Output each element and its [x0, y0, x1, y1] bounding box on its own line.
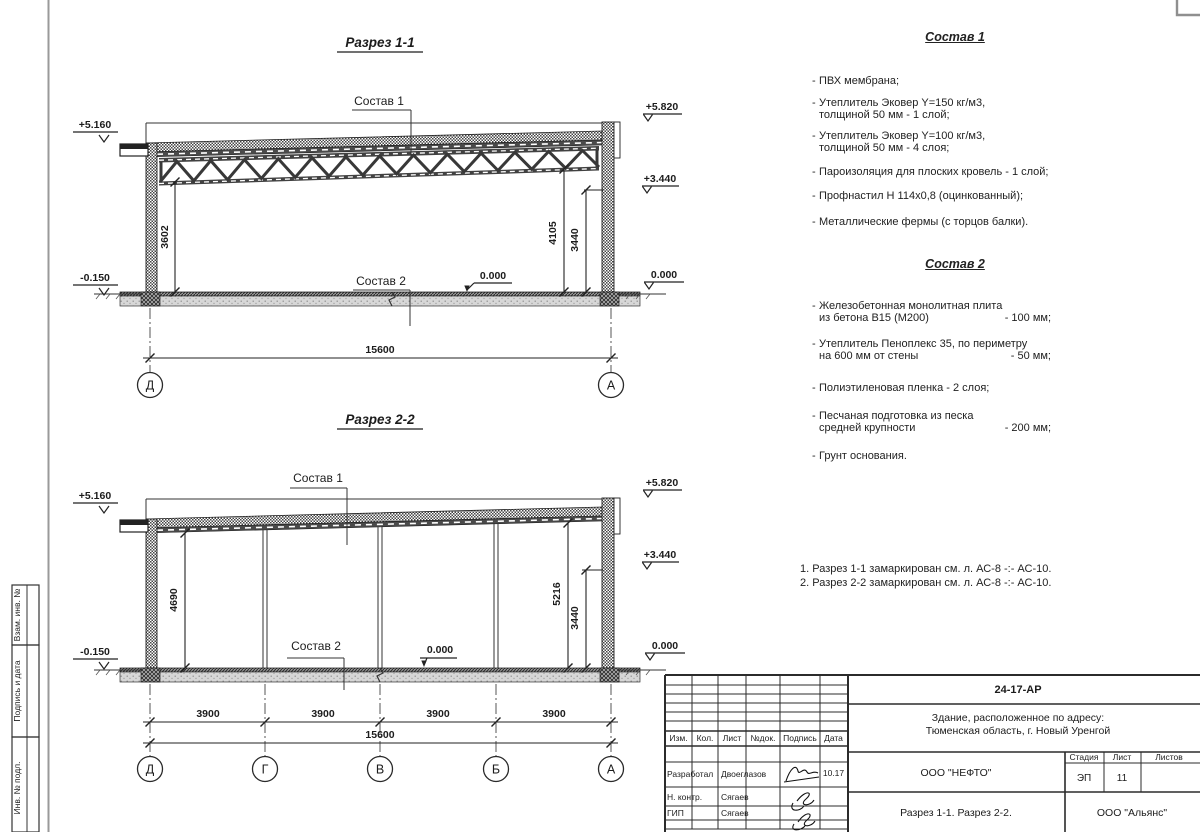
drawing-title: Разрез 1-1. Разрез 2-2.	[900, 807, 1012, 819]
span-dim-label: 3900	[426, 708, 450, 720]
axis-letter: Б	[491, 762, 501, 777]
compose2-item: - Утеплитель Пеноплекс 35, по периметру на 600 мм от стены - 50 мм;	[795, 339, 1099, 362]
dim-total-label: 15600	[365, 344, 395, 356]
dim-label: 4105	[547, 221, 559, 245]
elevation-label: +5.160	[78, 490, 112, 502]
bullet-dash: -	[812, 300, 816, 312]
floor-slab	[120, 672, 640, 682]
compose2-item: - Песчаная подготовка из песка средней крупности - 200 мм;	[795, 411, 1099, 434]
bullet-dash: -	[812, 130, 816, 142]
developed-name: Двоеглазов	[721, 769, 767, 779]
dim-label: 5216	[551, 582, 563, 606]
axis-letter: Д	[145, 378, 155, 393]
strip-label-inv: Инв. № подл.	[12, 761, 22, 815]
elevation-label: -0.150	[80, 646, 110, 658]
company-name: ООО "НЕФТО"	[920, 767, 992, 779]
object-line1: Здание, расположенное по адресу:	[931, 712, 1105, 724]
dim-label: 3602	[159, 225, 171, 249]
stage-value: ЭП	[1076, 773, 1092, 784]
gip-label: ГИП	[667, 808, 684, 818]
bullet-dash: -	[812, 410, 816, 422]
bullet-dash: -	[812, 338, 816, 350]
elevation-label: 0.000	[479, 270, 507, 282]
bullet-dash: -	[812, 382, 816, 394]
elevation-label: -0.150	[80, 272, 110, 284]
compose2-item: - Грунт основания.	[795, 451, 1099, 463]
dim-label: 3440	[569, 606, 581, 630]
left-wall	[146, 143, 157, 292]
section-2-2-drawing	[73, 412, 688, 782]
axis-letter: А	[606, 762, 616, 777]
compose1-item: - Утеплитель Эковер Y=100 кг/м3, толщиной 50 мм - 4 слоя;	[795, 131, 1099, 154]
section-1-1-drawing	[73, 35, 684, 398]
corner-fold-mark	[1177, 0, 1200, 15]
note-line: 1. Разрез 1-1 замаркирован см. л. АС-8 -:- АС-10.	[800, 563, 1052, 575]
right-parapet-cap	[614, 498, 620, 534]
span-dim-label: 3900	[196, 708, 220, 720]
elevation-label: +5.820	[645, 101, 679, 113]
dim-label: 3440	[569, 228, 581, 252]
elevation-label: 0.000	[650, 269, 678, 281]
span-dim-label: 3900	[542, 708, 566, 720]
stage-label: Стадия	[1069, 752, 1099, 762]
left-stamp-strip	[12, 585, 39, 832]
axis-letter: В	[375, 762, 385, 777]
compose1-heading: Состав 1	[925, 30, 985, 44]
right-parapet-cap	[614, 122, 620, 158]
ncontr-name: Сягаев	[721, 792, 749, 802]
left-wall	[146, 519, 157, 668]
compose2-item: - Полиэтиленовая пленка - 2 слоя;	[795, 383, 1099, 395]
signature-ncontr-gip	[792, 793, 815, 830]
compose2-callout: Состав 2	[291, 639, 341, 653]
compose1-item: - Утеплитель Эковер Y=150 кг/м3, толщиной 50 мм - 1 слой;	[795, 98, 1099, 121]
col-header-ndoc: №док.	[750, 733, 776, 743]
dim-total-label: 15600	[365, 729, 395, 741]
right-wall	[602, 498, 614, 668]
axis-letter: Г	[261, 762, 269, 777]
org-name: ООО "Альянс"	[1096, 807, 1168, 819]
bullet-dash: -	[812, 75, 816, 87]
ncontr-label: Н. контр.	[667, 792, 703, 802]
sheet-label: Лист	[1112, 752, 1132, 762]
dim-label: 4690	[168, 588, 180, 612]
compose1-item: - Профнастил Н 114х0,8 (оцинкованный);	[795, 191, 1099, 203]
section-2-2-title: Разрез 2-2	[345, 412, 415, 427]
elevation-label: +5.160	[78, 119, 112, 131]
compose1-item: - Металлические фермы (с торцов балки).	[795, 217, 1099, 229]
gip-name: Сягаев	[721, 808, 749, 818]
elevation-label: +3.440	[643, 173, 677, 185]
axis-letter: Д	[145, 762, 155, 777]
compose2-item: - Железобетонная монолитная плита из бетона В15 (М200) - 100 мм;	[795, 301, 1099, 324]
strip-label-vzam: Взам. инв. №	[12, 588, 22, 642]
bullet-dash: -	[812, 190, 816, 202]
section-1-1-title: Разрез 1-1	[345, 35, 415, 50]
elevation-label: 0.000	[426, 644, 454, 656]
bullet-dash: -	[812, 97, 816, 109]
floor-slab	[120, 296, 640, 306]
elevation-label: +5.820	[645, 477, 679, 489]
doc-number: 24-17-АР	[994, 684, 1042, 696]
sheet-value: 11	[1116, 773, 1128, 784]
drawing-notes	[800, 562, 1051, 590]
col-header-izm: Изм.	[669, 733, 688, 743]
compose1-item: - ПВХ мембрана;	[795, 76, 1099, 88]
developed-date: 10.17	[822, 768, 845, 778]
col-header-sign: Подпись	[783, 733, 817, 743]
note-line: 2. Разрез 2-2 замаркирован см. л. АС-8 -:- АС-10.	[800, 577, 1052, 589]
strip-label-podpis: Подпись и дата	[12, 660, 22, 722]
elevation-label: +3.440	[643, 549, 677, 561]
span-dim-label: 3900	[311, 708, 335, 720]
title-block	[665, 675, 1200, 832]
compose1-callout: Состав 1	[293, 471, 343, 485]
compose2-heading: Состав 2	[925, 257, 985, 271]
axis-letter: А	[606, 378, 616, 393]
sheets-label: Листов	[1155, 752, 1183, 762]
developed-label: Разработал	[667, 769, 714, 779]
col-header-list: Лист	[722, 733, 742, 743]
bullet-dash: -	[812, 216, 816, 228]
object-line2: Тюменская область, г. Новый Уренгой	[925, 725, 1111, 737]
elevation-label: 0.000	[651, 640, 679, 652]
signature-developed	[784, 767, 819, 782]
bullet-dash: -	[812, 450, 816, 462]
vertical-dims-2-2	[181, 519, 604, 673]
compose1-item: - Пароизоляция для плоских кровель - 1 слой;	[795, 167, 1099, 179]
bullet-dash: -	[812, 166, 816, 178]
col-header-date: Дата	[824, 733, 843, 743]
compose2-callout: Состав 2	[356, 274, 406, 288]
right-wall	[602, 122, 614, 292]
compose1-callout: Состав 1	[354, 94, 404, 108]
col-header-kol: Кол.	[696, 733, 714, 743]
